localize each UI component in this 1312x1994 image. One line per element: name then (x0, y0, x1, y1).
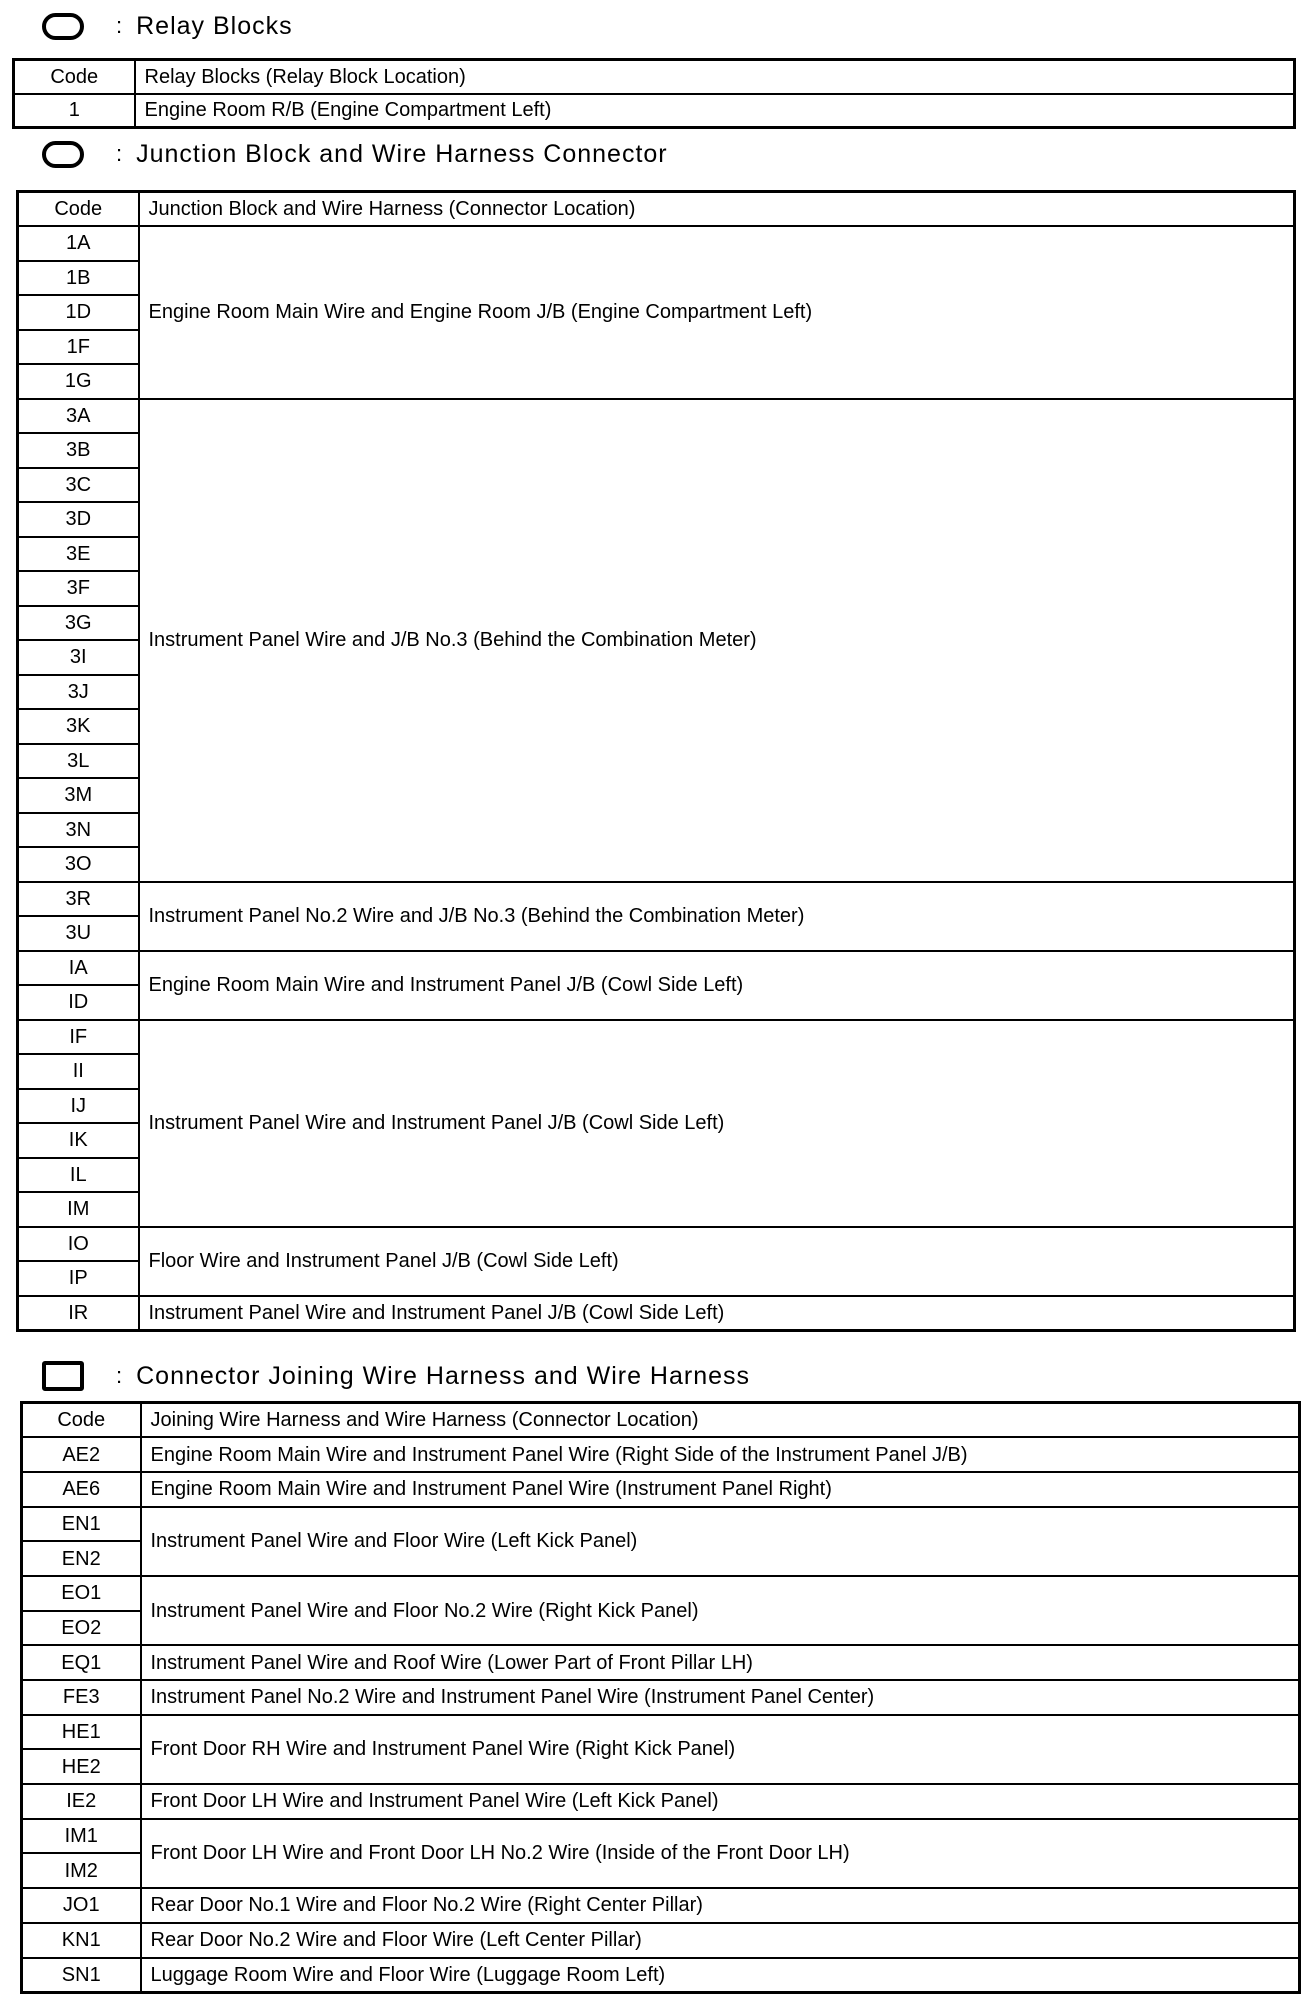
code-cell: AE2 (22, 1437, 141, 1472)
code-cell: 3C (18, 468, 139, 503)
code-cell: ID (18, 985, 139, 1020)
location-cell: Instrument Panel Wire and J/B No.3 (Behind the Combination Meter) (139, 399, 1295, 882)
code-cell: 1B (18, 261, 139, 296)
table-row (22, 1680, 1300, 1715)
code-cell: II (18, 1054, 139, 1089)
location-cell: Engine Room Main Wire and Instrument Panel J/B (Cowl Side Left) (139, 951, 1295, 1020)
heading-colon: : (116, 1363, 123, 1388)
table-row (22, 1784, 1300, 1819)
code-cell: FE3 (22, 1680, 141, 1715)
code-cell: IM2 (22, 1853, 141, 1888)
location-cell: Front Door RH Wire and Instrument Panel Wire (Right Kick Panel) (141, 1715, 1300, 1784)
code-cell: 1F (18, 330, 139, 365)
connector-symbol-icon (42, 1361, 84, 1391)
code-cell: EN2 (22, 1541, 141, 1576)
code-cell: IA (18, 951, 139, 986)
location-cell: Engine Room Main Wire and Instrument Panel Wire (Right Side of the Instrument Panel J/B) (141, 1437, 1300, 1472)
code-cell: JO1 (22, 1888, 141, 1923)
location-cell: Engine Room Main Wire and Instrument Panel Wire (Instrument Panel Right) (141, 1472, 1300, 1507)
code-cell: 1A (18, 226, 139, 261)
code-cell: 3J (18, 675, 139, 710)
connector-table (20, 1401, 1301, 1994)
table-row (22, 1472, 1300, 1507)
code-cell: SN1 (22, 1958, 141, 1993)
code-cell: KN1 (22, 1923, 141, 1958)
table-row (22, 1645, 1300, 1680)
code-cell: EN1 (22, 1507, 141, 1542)
code-cell: IM (18, 1192, 139, 1227)
junction-block-title: Junction Block and Wire Harness Connector (136, 139, 668, 168)
location-cell: Floor Wire and Instrument Panel J/B (Cowl Side Left) (139, 1227, 1295, 1296)
code-cell: 3F (18, 571, 139, 606)
code-cell: 3R (18, 882, 139, 917)
code-cell: IK (18, 1123, 139, 1158)
code-cell: 3M (18, 778, 139, 813)
code-cell: 1 (14, 94, 135, 128)
code-cell: IF (18, 1020, 139, 1055)
table-row (22, 1437, 1300, 1472)
code-cell: 1G (18, 364, 139, 399)
location-cell: Instrument Panel No.2 Wire and J/B No.3 (Behind the Combination Meter) (139, 882, 1295, 951)
code-cell: 3G (18, 606, 139, 641)
code-column-header: Code (22, 1403, 141, 1438)
relay-blocks-title: Relay Blocks (136, 11, 293, 40)
location-cell: Luggage Room Wire and Floor Wire (Luggage Room Left) (141, 1958, 1300, 1993)
code-cell: 1D (18, 295, 139, 330)
location-cell: Instrument Panel No.2 Wire and Instrument Panel Wire (Instrument Panel Center) (141, 1680, 1300, 1715)
code-cell: HE2 (22, 1749, 141, 1784)
code-cell: HE1 (22, 1715, 141, 1750)
location-cell: Engine Room R/B (Engine Compartment Left) (135, 94, 1295, 128)
code-cell: 3A (18, 399, 139, 434)
heading-colon: : (116, 141, 123, 166)
table-row (22, 1576, 1300, 1611)
code-cell: IE2 (22, 1784, 141, 1819)
table-row (18, 1296, 1295, 1331)
code-cell: 3O (18, 847, 139, 882)
table-row (18, 399, 1295, 434)
code-cell: IL (18, 1158, 139, 1193)
location-cell: Instrument Panel Wire and Floor Wire (Left Kick Panel) (141, 1507, 1300, 1576)
junction-block-table (16, 190, 1296, 1332)
table-row (18, 882, 1295, 917)
connector-heading (42, 1359, 750, 1393)
table-row (18, 951, 1295, 986)
code-cell: IJ (18, 1089, 139, 1124)
location-cell: Rear Door No.2 Wire and Floor Wire (Left Center Pillar) (141, 1923, 1300, 1958)
code-column-header: Code (18, 192, 139, 227)
code-cell: 3E (18, 537, 139, 572)
header-row (18, 192, 1295, 227)
location-column-header: Junction Block and Wire Harness (Connector Location) (139, 192, 1295, 227)
location-column-header: Relay Blocks (Relay Block Location) (135, 60, 1295, 94)
table-row (22, 1888, 1300, 1923)
code-column-header: Code (14, 60, 135, 94)
code-cell: IP (18, 1261, 139, 1296)
relay-blocks-table (12, 58, 1296, 129)
table-row (22, 1958, 1300, 1993)
location-cell: Instrument Panel Wire and Instrument Panel J/B (Cowl Side Left) (139, 1296, 1295, 1331)
code-cell: 3L (18, 744, 139, 779)
table-row (18, 226, 1295, 261)
heading-colon: : (116, 13, 123, 38)
code-cell: 3D (18, 502, 139, 537)
code-cell: 3I (18, 640, 139, 675)
location-cell: Instrument Panel Wire and Roof Wire (Lower Part of Front Pillar LH) (141, 1645, 1300, 1680)
location-cell: Rear Door No.1 Wire and Floor No.2 Wire (Right Center Pillar) (141, 1888, 1300, 1923)
connector-title: Connector Joining Wire Harness and Wire Harness (136, 1361, 751, 1390)
table-row (22, 1715, 1300, 1750)
location-cell: Engine Room Main Wire and Engine Room J/B (Engine Compartment Left) (139, 226, 1295, 399)
relay-block-symbol-icon (42, 13, 84, 40)
table-row (22, 1507, 1300, 1542)
location-cell: Instrument Panel Wire and Floor No.2 Wire (Right Kick Panel) (141, 1576, 1300, 1645)
table-row (14, 94, 1295, 128)
code-cell: 3K (18, 709, 139, 744)
code-cell: 3N (18, 813, 139, 848)
code-cell: EO2 (22, 1611, 141, 1646)
code-cell: EO1 (22, 1576, 141, 1611)
code-cell: IO (18, 1227, 139, 1262)
table-row (22, 1923, 1300, 1958)
code-cell: EQ1 (22, 1645, 141, 1680)
code-cell: 3U (18, 916, 139, 951)
junction-block-symbol-icon (42, 141, 84, 168)
code-cell: 3B (18, 433, 139, 468)
code-cell: AE6 (22, 1472, 141, 1507)
table-row (18, 1227, 1295, 1262)
junction-block-heading (42, 138, 668, 170)
table-row (22, 1819, 1300, 1854)
location-cell: Front Door LH Wire and Front Door LH No.2 Wire (Inside of the Front Door LH) (141, 1819, 1300, 1888)
header-row (14, 60, 1295, 94)
header-row (22, 1403, 1300, 1438)
location-cell: Instrument Panel Wire and Instrument Panel J/B (Cowl Side Left) (139, 1020, 1295, 1227)
location-column-header: Joining Wire Harness and Wire Harness (Connector Location) (141, 1403, 1300, 1438)
relay-blocks-heading (42, 10, 293, 42)
code-cell: IM1 (22, 1819, 141, 1854)
code-cell: IR (18, 1296, 139, 1331)
table-row (18, 1020, 1295, 1055)
location-cell: Front Door LH Wire and Instrument Panel Wire (Left Kick Panel) (141, 1784, 1300, 1819)
